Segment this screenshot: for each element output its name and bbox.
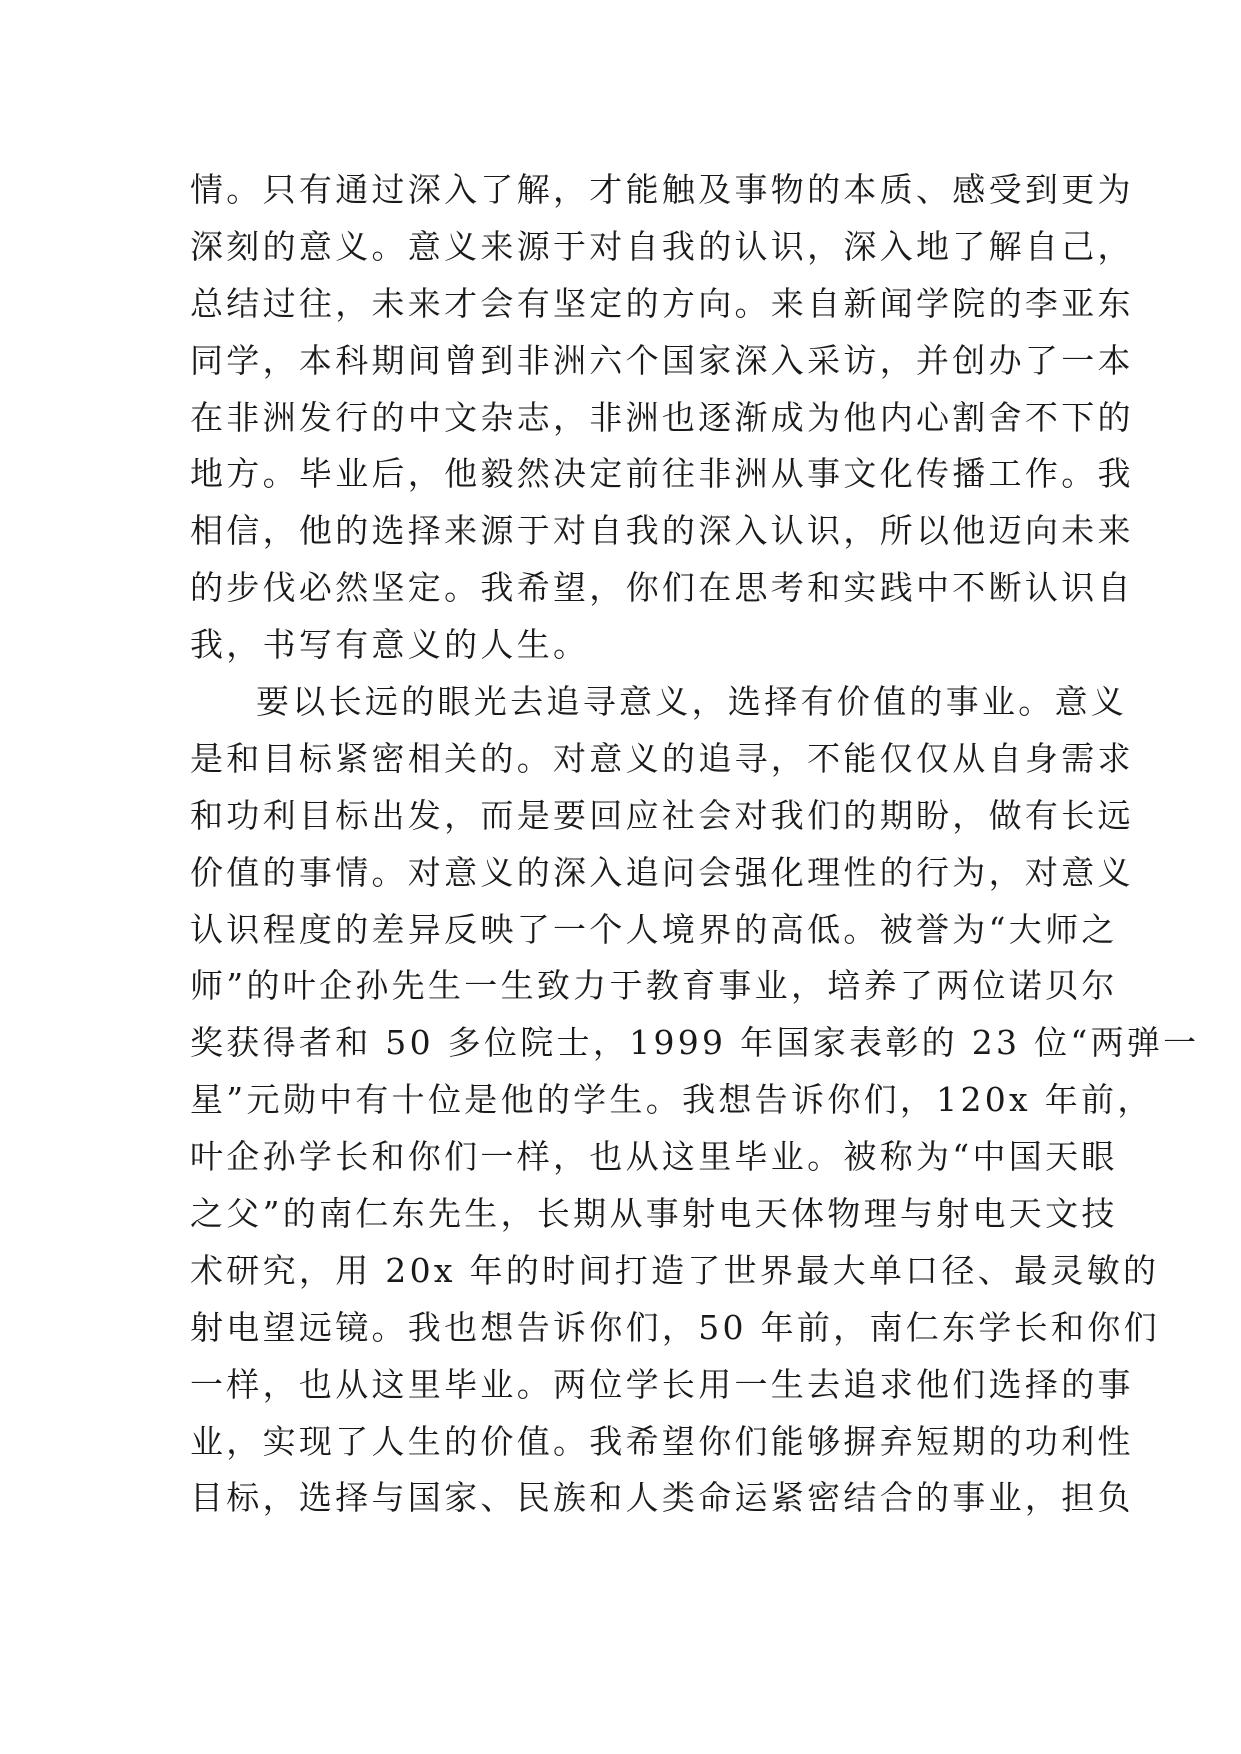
text-line: 之父”的南仁东先生，长期从事射电天体物理与射电天文技 [190,1194,1118,1234]
text-line: 地方。毕业后，他毅然决定前往非洲从事文化传播工作。我 [190,454,1134,494]
text-line: 星”元勋中有十位是他的学生。我想告诉你们，120x 年前， [190,1080,1154,1120]
text-line: 一样，也从这里毕业。两位学长用一生去追求他们选择的事 [190,1364,1134,1404]
text-line: 在非洲发行的中文杂志，非洲也逐渐成为他内心割舍不下的 [190,397,1134,437]
paragraph-first-line: 要以长远的眼光去追寻意义，选择有价值的事业。意义 [256,682,1128,722]
text-line: 同学，本科期间曾到非洲六个国家深入采访，并创办了一本 [190,340,1134,380]
text-line: 价值的事情。对意义的深入追问会强化理性的行为，对意义 [190,852,1134,892]
text-line: 我，书写有意义的人生。 [190,625,590,665]
text-line: 射电望远镜。我也想告诉你们，50 年前，南仁东学长和你们 [190,1307,1160,1347]
text-line: 情。只有通过深入了解，才能触及事物的本质、感受到更为 [190,170,1134,209]
text-line: 认识程度的差异反映了一个人境界的高低。被誉为“大师之 [190,909,1118,949]
text-line: 和功利目标出发，而是要回应社会对我们的期盼，做有长远 [190,795,1134,835]
text-line: 深刻的意义。意义来源于对自我的认识，深入地了解自己， [190,226,1134,266]
text-line: 总结过往，未来才会有坚定的方向。来自新闻学院的李亚东 [190,283,1134,323]
text-line: 奖获得者和 50 多位院士，1999 年国家表彰的 23 位“两弹一 [190,1023,1200,1063]
text-line: 业，实现了人生的价值。我希望你们能够摒弃短期的功利性 [190,1421,1134,1461]
text-line: 叶企孙学长和你们一样，也从这里毕业。被称为“中国天眼 [190,1137,1118,1177]
text-line: 师”的叶企孙先生一生致力于教育事业，培养了两位诺贝尔 [190,966,1118,1006]
text-line: 是和目标紧密相关的。对意义的追寻，不能仅仅从自身需求 [190,738,1134,778]
text-line: 的步伐必然坚定。我希望，你们在思考和实践中不断认识自 [190,568,1134,608]
text-line: 相信，他的选择来源于对自我的深入认识，所以他迈向未来 [190,511,1134,551]
text-line: 术研究，用 20x 年的时间打造了世界最大单口径、最灵敏的 [190,1250,1160,1290]
body-text [190,162,1200,1527]
text-line: 目标，选择与国家、民族和人类命运紧密结合的事业，担负 [190,1478,1134,1518]
